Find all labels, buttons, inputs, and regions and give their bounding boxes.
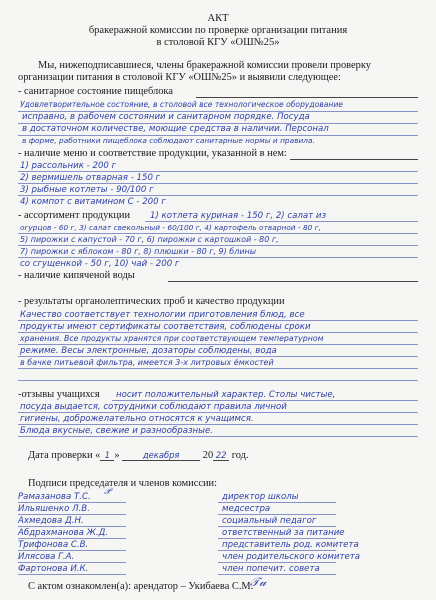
water-rule (168, 281, 418, 282)
intro-line-2: организации питания в столовой КГУ «ОШ№25» и выявили следующее: (18, 72, 341, 83)
tests-hw-3: хранения. Все продукты хранятся при соответствующем температурном (20, 334, 324, 343)
signature-rule-7 (18, 574, 126, 575)
signature-role-rule-6 (218, 562, 336, 563)
signature-name-4: Абдрахманова Ж.Д. (18, 528, 109, 538)
sanitary-hw-2: исправно, в рабочем состоянии и санитарном порядке. Посуда (22, 112, 310, 122)
signature-role-rule-3 (218, 526, 336, 527)
tests-hw-4: режиме. Весы электронные, дозаторы соблюдены, вода (20, 346, 277, 356)
menu-hw-3: 3) рыбные котлеты - 90/100 г (20, 185, 154, 195)
tests-hw-1: Качество соответствует технологии приготовления блюд, все (20, 310, 305, 320)
tests-hw-rule-4 (18, 356, 418, 357)
signatures-label: Подписи председателя и членов комиссии: (28, 478, 217, 489)
document-title: АКТ (207, 13, 229, 24)
signature-name-3: Ахмедова Д.Н. (18, 516, 84, 526)
signature-rule-6 (18, 562, 126, 563)
feedback-label: -отзывы учащихся (18, 389, 100, 400)
signature-role-1: директор школы (222, 492, 299, 502)
assortment-hw-rule-4 (18, 257, 418, 258)
signature-name-7: Фартонова И.К. (18, 564, 89, 574)
signature-name-1: Рамазанова Т.С. (18, 492, 91, 502)
tests-hw-5: в бачке питьевой фильтра, имеется 3-х литровых ёмкостей (20, 358, 274, 367)
date-month: декабря (122, 450, 200, 461)
assortment-hw-rule-2 (18, 233, 418, 234)
signature-role-rule-1 (218, 502, 336, 503)
feedback-hw-3: гигиены, доброжелательно относятся к учащимся. (20, 414, 254, 424)
menu-hw-rule-2 (18, 183, 418, 184)
tests-hw-rule-6 (18, 380, 418, 381)
document-subtitle-2: в столовой КГУ «ОШ№25» (156, 37, 280, 48)
feedback-hw-1: носит положительный характер. Столы чистые, (116, 390, 336, 400)
signature-name-5: Трифонова С.В. (18, 540, 89, 550)
menu-hw-2: 2) вермишель отварная - 150 г (20, 173, 161, 183)
feedback-hw-2: посуда выдается, сотрудники соблюдают правила личной (20, 402, 287, 412)
menu-hw-rule-3 (18, 195, 418, 196)
feedback-hw-4: Блюда вкусные, свежие и разнообразные. (20, 426, 213, 436)
menu-hw-4: 4) компот с витамином С - 200 г (20, 197, 166, 207)
signature-rule-5 (18, 550, 126, 551)
signature-role-7: член попечит. совета (222, 564, 320, 574)
assortment-hw-rule-3 (18, 245, 418, 246)
tests-hw-rule-3 (18, 344, 418, 345)
menu-label: - наличие меню и соответствие продукции, указанной в нем: (18, 148, 287, 159)
date-line (28, 450, 249, 462)
sanitary-hw-3: в достаточном количестве, моющие средства в наличии. Персонал (22, 124, 329, 134)
signature-mark-1: 𝒫 (104, 487, 111, 497)
signature-role-6: член родительского комитета (222, 552, 361, 562)
signature-role-rule-2 (218, 514, 336, 515)
sanitary-label: - санитарное состояние пищеблока (18, 86, 173, 97)
signature-role-rule-4 (218, 538, 336, 539)
date-year-prefix: 20 (202, 450, 214, 461)
signature-rule-3 (18, 526, 126, 527)
footer-text: С актом ознакомлен(а): арендатор – Укибаева С.М. (28, 581, 254, 592)
sanitary-rule (196, 97, 418, 98)
arendator-signature-mark: 𝒯𝓊 (250, 575, 266, 589)
feedback-hw-rule-3 (18, 424, 418, 425)
assortment-hw-4: 7) пирожки с яблоком - 80 г, 8) плюшки - 80 г, 9) блины (20, 247, 257, 256)
date-mid: » (114, 450, 120, 461)
water-label: - наличие кипяченой воды (18, 270, 135, 281)
signature-rule-4 (18, 538, 126, 539)
date-year: 22 (213, 450, 229, 461)
assortment-hw-rule-1 (145, 221, 418, 222)
date-day: 1 (100, 450, 114, 461)
tests-hw-rule-5 (18, 368, 418, 369)
intro-line-1: Мы, нижеподписавшиеся, члены бракеражной комиссии провели проверку (38, 60, 371, 71)
menu-rule (290, 159, 418, 160)
signature-role-rule-5 (218, 550, 336, 551)
assortment-hw-3: 5) пирожки с капустой - 70 г, 6) пирожки с картошкой - 80 г, (20, 235, 279, 244)
feedback-hw-rule-4 (18, 436, 418, 437)
signature-role-3: социальный педагог (222, 516, 317, 526)
feedback-hw-rule-1 (112, 400, 418, 401)
sanitary-hw-4: в форме, работники пищеблока соблюдают санитарные нормы и правила. (22, 136, 315, 145)
assortment-hw-1: 1) котлета куриная - 150 г, 2) салат из (150, 211, 327, 221)
sanitary-hw-1: Удовлетворительное состояние, в столовой все технологическое оборудование (20, 100, 343, 109)
signature-role-2: медсестра (222, 504, 271, 514)
document-subtitle-1: бракеражной комиссии по проверке организации питания (88, 25, 348, 36)
signature-rule-1 (18, 502, 126, 503)
assortment-label: - ассортимент продукции (18, 210, 130, 221)
signature-role-4: ответственный за питание (222, 528, 345, 538)
tests-hw-2: продукты имеют сертификаты соответствия, соблюдены сроки (20, 322, 311, 332)
date-prefix: Дата проверки « (28, 450, 101, 461)
signature-rule-2 (18, 514, 126, 515)
signature-name-6: Илясова Г.А. (18, 552, 75, 562)
assortment-hw-5: со сгущенкой - 50 г, 10) чай - 200 г (20, 259, 180, 269)
feedback-hw-rule-2 (18, 412, 418, 413)
date-suffix: год. (231, 450, 249, 461)
signature-role-5: представитель род. комитета (222, 540, 359, 550)
menu-hw-1: 1) рассольник - 200 г (20, 161, 117, 171)
signature-name-2: Ильяшенко Л.В. (18, 504, 90, 514)
assortment-hw-2: огурцов - 60 г, 3) салат свекольный - 60/100 г, 4) картофель отварной - 80 г, (20, 223, 321, 232)
signature-role-rule-7 (218, 574, 336, 575)
tests-hw-rule-1 (18, 320, 418, 321)
tests-label: - результаты органолептических проб и качество продукции (18, 296, 285, 307)
tests-hw-rule-2 (18, 332, 418, 333)
menu-hw-rule-1 (18, 171, 418, 172)
